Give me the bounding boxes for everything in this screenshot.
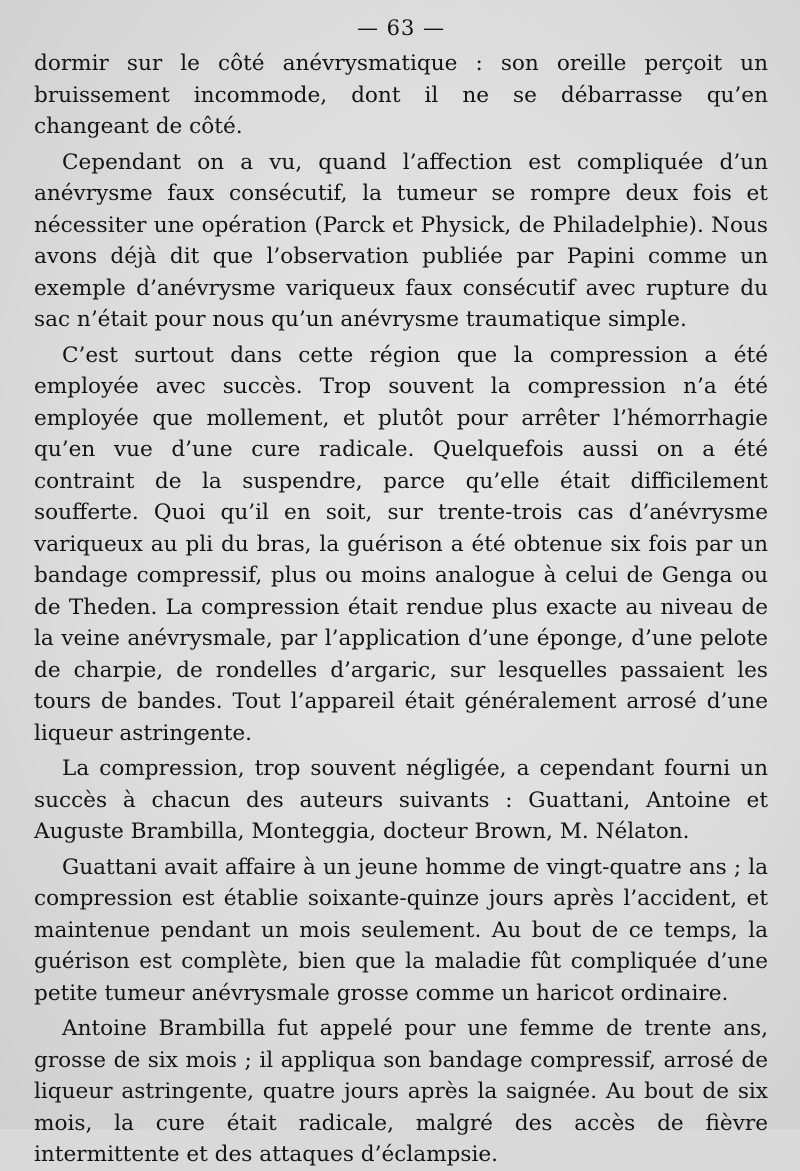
paragraph-continuation: dormir sur le côté anévrysmatique : son oreille perçoit un bruissement incommode, dont il ne se débarrasse qu’en changeant de côté.: [34, 51, 768, 139]
paragraph-rupture: Cependant on a vu, quand l’affection est compliquée d’un anévrysme faux consécutif, la tumeur se rompre deux fois et nécessiter une opération (Parck et Physick, de Philadelphie). Nous avons déjà dit que l’observation publiée par Papini comme un exemple d’anévrysme variqueux faux consécutif avec rupture du sac n’était pour nous qu’un anévrysme traumatique simple.: [34, 149, 768, 332]
paragraph-authors: La compression, trop souvent négligée, a cependant fourni un succès à chacun des auteurs suivants : Guattani, Antoine et Auguste Brambilla, Monteggia, docteur Brown, M. Nélaton.: [34, 756, 768, 844]
page-body: [34, 48, 768, 1171]
paragraph-guattani: Guattani avait affaire à un jeune homme de vingt-quatre ans ; la compression est établie soixante-quinze jours après l’accident, et maintenue pendant un mois seulement. Au bout de ce temps, la guérison est complète, bien que la maladie fût compliquée d’une petite tumeur anévrysmale grosse comme un haricot ordinaire.: [34, 854, 768, 1006]
page-number: — 63 —: [356, 16, 446, 40]
paragraph-brambilla: Antoine Brambilla fut appelé pour une femme de trente ans, grosse de six mois ; il appliqua son bandage compressif, arrosé de liqueur astringente, quatre jours après la saignée. Au bout de six mois, la cure était radicale, malgré des accès de fièvre intermittente et des attaques d’éclampsie.: [34, 1016, 768, 1167]
paragraph-compression: C’est surtout dans cette région que la compression a été employée avec succès. Trop souvent la compression n’a été employée que mollement, et plutôt pour arrêter l’hémorrhagie qu’en vue d’une cure radicale. Quelquefois aussi on a été contraint de la suspendre, parce qu’elle était difficilement soufferte. Quoi qu’il en soit, sur trente-trois cas d’anévrysme variqueux au pli du bras, la guérison a été obtenue six fois par un bandage compressif, plus ou moins analogue à celui de Genga ou de Theden. La compression était rendue plus exacte au niveau de la veine anévrysmale, par l’application d’une éponge, d’une pelote de charpie, de rondelles d’argaric, sur lesquelles passaient les tours de bandes. Tout l’appareil était généralement arrosé d’une liqueur astringente.: [34, 342, 768, 746]
